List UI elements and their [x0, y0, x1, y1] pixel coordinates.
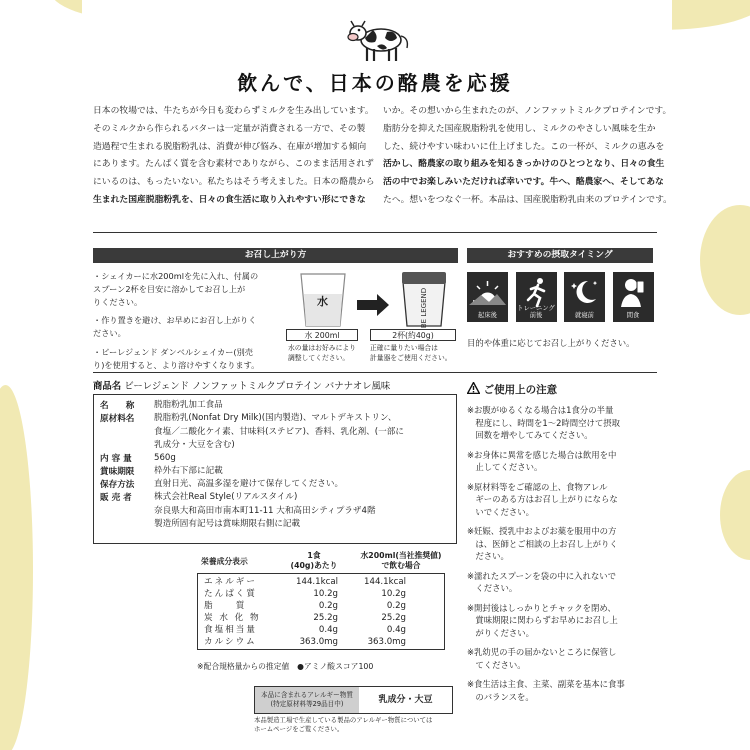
caution-line: ※食生活は主食、主菜、副菜を基本に食事 — [467, 679, 625, 689]
how-to-item — [93, 314, 283, 340]
spec-value-line: 脱脂粉乳加工食品 — [154, 400, 223, 410]
scoop-amount: 2杯(約40g) — [370, 329, 456, 341]
how-to-line: ださい。 — [93, 328, 126, 339]
intro-left-column — [93, 103, 375, 210]
caution-line: は、医師とご相談の上お召し上がりく — [467, 538, 618, 549]
divider — [93, 372, 657, 373]
allergy-value: 乳成分・大豆 — [378, 695, 433, 705]
spec-value-line: 乳成分・大豆を含む) — [154, 440, 235, 450]
nutrition-box — [197, 573, 445, 650]
allergy-head-line: 本品に含まれるアレルギー物質 — [261, 691, 353, 699]
nut-col2-line: で飲む場合 — [381, 561, 421, 570]
nutrition-footnote: ※配合規格量からの推定値 ●アミノ酸スコア100 — [197, 662, 374, 671]
spec-value — [154, 452, 176, 466]
nutrition-col1-header — [279, 551, 349, 571]
scoop-note-line: 計量器をご使用ください。 — [370, 353, 452, 362]
timing-item — [467, 272, 508, 322]
spec-value-line: 株式会社Real Style(リアルスタイル) — [154, 492, 298, 502]
divider — [93, 232, 657, 233]
intro-line: 生まれた国産脱脂粉乳を、日々の食生活に取り入れやすい形にできな — [93, 194, 366, 205]
caution-line: いでください。 — [467, 506, 534, 517]
intro-line: にあります。たんぱく質を含む素材でありながら、このまま活用されず — [93, 159, 374, 170]
caution-heading — [467, 382, 557, 397]
nutrient-with-water: 363.0mg — [367, 637, 406, 647]
nut-col2-line: 水200ml(当社推奨値) — [360, 551, 442, 560]
nutrient-per-serving: 144.1kcal — [296, 577, 338, 587]
nutrient-with-water: 10.2g — [381, 589, 406, 599]
nutrient-with-water: 0.4g — [386, 625, 406, 635]
intro-line: 造過程で生まれる脱脂粉乳は、消費が伸び悩み、在庫が増加する傾向 — [93, 141, 367, 152]
caution-item — [467, 525, 657, 563]
spec-value-line: 食塩／二酸化ケイ素、甘味料(ステビア)、香料、乳化剤、(一部に — [154, 426, 404, 437]
how-to-line: ・シェイカーに水200mlを先に入れ、付属の — [93, 271, 259, 281]
nutrition-row — [198, 624, 446, 636]
caution-line: 賞味期限に関わらずお早めにお召し上 — [467, 615, 618, 625]
decor-blob — [700, 205, 750, 315]
caution-line: ※濡れたスプーンを袋の中に入れないで — [467, 570, 616, 581]
nutrient-name: 脂 質 — [204, 601, 247, 611]
allergy-heading — [255, 687, 359, 713]
how-to-heading: お召し上がり方 — [93, 248, 458, 263]
cow-icon — [347, 16, 411, 66]
intro-line: した、続けやすい味わいに仕上げました。この一杯が、ミルクの恵みを — [383, 141, 665, 152]
timing-label: 就寝前 — [575, 312, 594, 319]
how-to-line: スプーン2杯を目安に溶かしてお召し上が — [93, 283, 246, 294]
spec-value — [154, 491, 376, 532]
caution-line: ※開封後はしっかりとチャックを閉め、 — [467, 602, 616, 613]
spec-value-line: 直射日光、高温多湿を避けて保存してください。 — [154, 479, 344, 489]
spec-key: 原材料名 — [100, 414, 135, 424]
nutrient-with-water: 144.1kcal — [364, 577, 406, 587]
nutrient-per-serving: 0.4g — [318, 625, 338, 635]
caution-line: 止してください。 — [467, 462, 543, 472]
nutrient-name: たんぱく質 — [204, 589, 257, 599]
caution-line: がりください。 — [467, 627, 534, 638]
nutrition-row — [198, 588, 446, 600]
spec-value-line: 560g — [154, 453, 176, 463]
allergy-note-line: ホームページをご覧ください。 — [254, 725, 344, 733]
caution-item — [467, 678, 657, 703]
how-to-line: り)を使用すると、より溶けやすくなります。 — [93, 359, 260, 370]
spec-key: 内 容 量 — [100, 454, 132, 464]
caution-item — [467, 570, 657, 595]
nut-col1-line: (40g)あたり — [290, 561, 338, 570]
spec-key: 販 売 者 — [100, 493, 132, 503]
spec-key: 賞味期限 — [100, 467, 135, 477]
allergy-head-line: (特定原材料等29品目中) — [270, 700, 344, 708]
caution-item — [467, 481, 657, 519]
drinking-icon — [613, 275, 654, 313]
caution-item — [467, 449, 657, 474]
nutrient-with-water: 0.2g — [386, 601, 406, 611]
caution-line: 程度にし、時間を1〜2時間空けて摂取 — [467, 417, 621, 428]
allergy-note-line: 本品製造工場で生産している製品のアレルギー物質については — [254, 716, 433, 724]
decor-blob — [720, 470, 750, 560]
how-to-item — [93, 270, 283, 308]
nut-col1-line: 1食 — [307, 551, 321, 560]
how-to-line: りください。 — [93, 296, 143, 307]
timing-label: 起床後 — [478, 312, 497, 319]
scoop-note-line: 正確に量りたい場合は — [370, 344, 438, 352]
caution-line: ※お腹がゆるくなる場合は1食分の半量 — [467, 405, 614, 415]
sunrise-icon — [467, 275, 508, 313]
caution-line: ください。 — [467, 583, 518, 593]
nutrient-name: エネルギー — [204, 577, 257, 587]
spec-key: 保存方法 — [100, 480, 135, 490]
caution-line: のバランスを。 — [467, 691, 534, 702]
caution-line: ※原材料等をご確認の上、食物アレル — [467, 481, 608, 492]
caution-line: ギーのある方はお召し上がりにならな — [467, 494, 618, 504]
spec-value-line: 奈良県大和高田市南本町11-11 大和高田シティプラザ4階 — [154, 505, 376, 516]
caution-line: ※妊娠、授乳中およびお薬を服用中の方 — [467, 526, 617, 536]
intro-line: 脂肪分を抑えた国産脱脂粉乳を使用し、ミルクのやさしい風味を生か — [383, 123, 656, 134]
spec-value-line: 脱脂粉乳(Nonfat Dry Milk)(国内製造)、マルトデキストリン、 — [154, 413, 397, 423]
intro-line: いか。その想いから生まれたのが、ノンファットミルクプロテインです。 — [383, 106, 672, 116]
nutrient-per-serving: 0.2g — [318, 601, 338, 611]
water-note — [288, 344, 356, 363]
intro-line: 日本の牧場では、牛たちが今日も変わらずミルクを生み出しています。 — [93, 106, 374, 116]
page-title: 飲んで、日本の酪農を応援 — [237, 71, 513, 95]
spec-value — [154, 399, 223, 413]
caution-item — [467, 404, 657, 442]
shaker-brand-text: BE LEGEND — [420, 287, 428, 328]
product-name-value: ビーレジェンド ノンファットミルクプロテイン バナナオレ風味 — [124, 381, 391, 392]
timing-item — [516, 272, 557, 322]
nutrition-row — [198, 636, 446, 648]
spec-table — [93, 394, 457, 544]
water-note-line: 調整してください。 — [288, 353, 350, 362]
nutrition-row — [198, 600, 446, 612]
caution-heading-text: ご使用上の注意 — [483, 384, 558, 396]
nutrient-per-serving: 363.0mg — [299, 637, 338, 647]
intro-line: そのミルクから作られるバターは一定量が消費される一方で、その製 — [93, 123, 366, 134]
decor-blob — [0, 385, 33, 750]
scoop-note — [370, 344, 452, 363]
nutrition-row — [198, 612, 446, 624]
caution-line: ※乳幼児の手の届かないところに保管し — [467, 647, 617, 657]
timing-label: トレーニング 前後 — [517, 305, 555, 319]
nutrient-name: 食塩相当量 — [204, 625, 257, 635]
nutrition-heading: 栄養成分表示 — [201, 557, 248, 566]
warning-icon — [467, 382, 480, 394]
timing-item — [564, 272, 605, 322]
intro-line: にいるのは、もったいない。私たちはそう考えました。日本の酪農から — [93, 177, 375, 188]
caution-list — [467, 404, 657, 710]
allergy-note — [254, 716, 432, 734]
product-name — [93, 378, 390, 392]
nutrient-name: カルシウム — [204, 637, 257, 647]
spec-value-line: 製造所固有記号は賞味期限右側に記載 — [154, 519, 301, 529]
caution-line: ださい。 — [467, 551, 509, 561]
water-note-line: 水の量はお好みにより — [288, 344, 356, 352]
caution-line: 回数を増やしてみてください。 — [467, 430, 593, 440]
how-to-item — [93, 346, 283, 372]
caution-line: ※お身体に異常を感じた場合は飲用を中 — [467, 449, 617, 460]
timing-heading: おすすめの摂取タイミング — [467, 248, 653, 263]
intro-right-column — [383, 103, 672, 210]
caution-line: てください。 — [467, 659, 526, 670]
product-name-key: 商品名 — [93, 381, 122, 392]
intro-line: 活かし、酪農家の取り組みを知るきっかけのひとつとなり、日々の食生 — [383, 159, 665, 170]
nutrient-per-serving: 25.2g — [313, 613, 338, 623]
how-to-line: ・ビーレジェンド ダンベルシェイカー(別売 — [93, 346, 253, 357]
caution-item — [467, 646, 657, 671]
spec-value — [154, 478, 343, 492]
timing-label: 間食 — [626, 312, 640, 319]
moon-icon — [564, 275, 605, 313]
nutrition-row — [198, 576, 446, 588]
nutrient-per-serving: 10.2g — [313, 589, 338, 599]
how-to-line: ・作り置きを避け、お早めにお召し上がりく — [93, 315, 257, 326]
spec-value-line: 枠外右下部に記載 — [154, 466, 223, 476]
allergy-box — [254, 686, 453, 714]
timing-note: 目的や体重に応じてお召し上がりください。 — [467, 338, 635, 348]
water-amount: 水 200ml — [286, 329, 358, 341]
caution-item — [467, 602, 657, 640]
spec-value — [154, 412, 404, 453]
intro-line: たへ。想いをつなぐ一杯。本品は、国産脱脂粉乳由来のプロテインです。 — [383, 194, 672, 205]
nutrition-col2-header — [353, 551, 449, 571]
intro-line: 活の中でお楽しみいただければ幸いです。牛へ、酪農家へ、そしてあな — [383, 177, 664, 188]
nutrient-with-water: 25.2g — [381, 613, 406, 623]
nutrient-name: 炭 水 化 物 — [204, 613, 261, 623]
spec-key: 名 称 — [100, 401, 135, 411]
spec-value — [154, 465, 223, 479]
water-label: 水 — [317, 295, 328, 308]
timing-item — [613, 272, 654, 322]
how-to-list — [93, 270, 283, 378]
